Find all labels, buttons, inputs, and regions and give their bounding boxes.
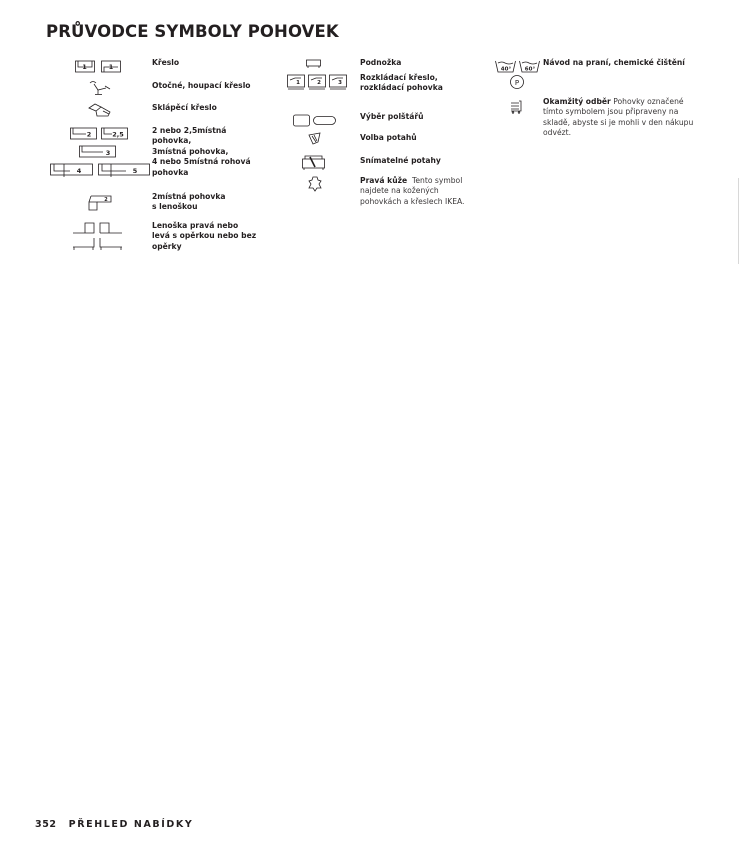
label-wash-care: Návod na praní, chemické čištění — [543, 58, 685, 67]
svg-text:3: 3 — [338, 80, 342, 86]
leather-hide-icon — [308, 176, 322, 192]
chaise-longue-icon — [72, 221, 124, 251]
cushion-choice-icon — [293, 114, 337, 128]
label-sofa-chaise: 2místná pohovka s lenoškou — [152, 192, 226, 212]
swivel-rocking-chair-icon — [88, 80, 112, 96]
svg-text:2,5: 2,5 — [112, 130, 124, 139]
recliner-icon — [88, 102, 112, 118]
label-cart-pickup: Okamžitý odběr Pohovky označené tímto symbolem jsou připraveny na skladě, abyste si je mohli v den nákupu odvézt. — [543, 97, 694, 138]
svg-text:3: 3 — [105, 149, 111, 157]
footer-section-title: PŘEHLED NABÍDKY — [68, 819, 194, 830]
wash-care-icon — [495, 59, 541, 91]
label-footstool: Podnožka — [360, 58, 402, 67]
label-fabric-swatch: Volba potahů — [360, 133, 417, 142]
footstool-icon — [306, 59, 322, 69]
label-leather: Pravá kůže Tento symbol najdete na kožených pohovkách a křeslech IKEA. — [360, 176, 465, 206]
page-number: 352 — [35, 819, 57, 830]
removable-cover-icon — [302, 155, 326, 171]
svg-text:1: 1 — [108, 63, 114, 71]
fabric-swatch-icon — [308, 132, 322, 146]
label-removable-cover: Snímatelné potahy — [360, 156, 441, 165]
page-edge-divider — [738, 178, 739, 264]
svg-text:P: P — [514, 79, 520, 87]
svg-text:60°: 60° — [524, 66, 536, 73]
svg-text:4: 4 — [76, 167, 82, 175]
label-cushion-choice: Výběr polštářů — [360, 112, 424, 121]
svg-text:2: 2 — [104, 197, 108, 203]
label-sofa-sizes: 2 nebo 2,5místná pohovka, 3místná pohovka, 4 nebo 5místná rohová pohovka — [152, 126, 251, 177]
sofa-sizes-icon — [50, 126, 150, 178]
label-chaise-longue: Lenoška pravá nebo levá s opěrkou nebo bez opěrky — [152, 221, 257, 251]
label-swivel-chair: Otočné, houpací křeslo — [152, 81, 251, 90]
svg-text:5: 5 — [132, 167, 138, 175]
cart-pickup-icon — [510, 100, 524, 114]
armchair-icon — [75, 60, 123, 74]
svg-text:1: 1 — [82, 63, 87, 71]
svg-text:40°: 40° — [500, 66, 512, 73]
page-footer — [35, 819, 193, 830]
sofa-bed-icon — [287, 74, 349, 90]
svg-text:2: 2 — [317, 80, 321, 86]
svg-text:1: 1 — [296, 80, 300, 86]
label-recliner: Sklápěcí křeslo — [152, 103, 217, 112]
svg-text:2: 2 — [86, 130, 92, 139]
label-armchair: Křeslo — [152, 58, 180, 67]
sofa-chaise-icon — [87, 194, 113, 212]
page-title: PRŮVODCE SYMBOLY POHOVEK — [46, 22, 339, 41]
label-sofa-bed: Rozkládací křeslo, rozkládací pohovka — [360, 73, 443, 93]
